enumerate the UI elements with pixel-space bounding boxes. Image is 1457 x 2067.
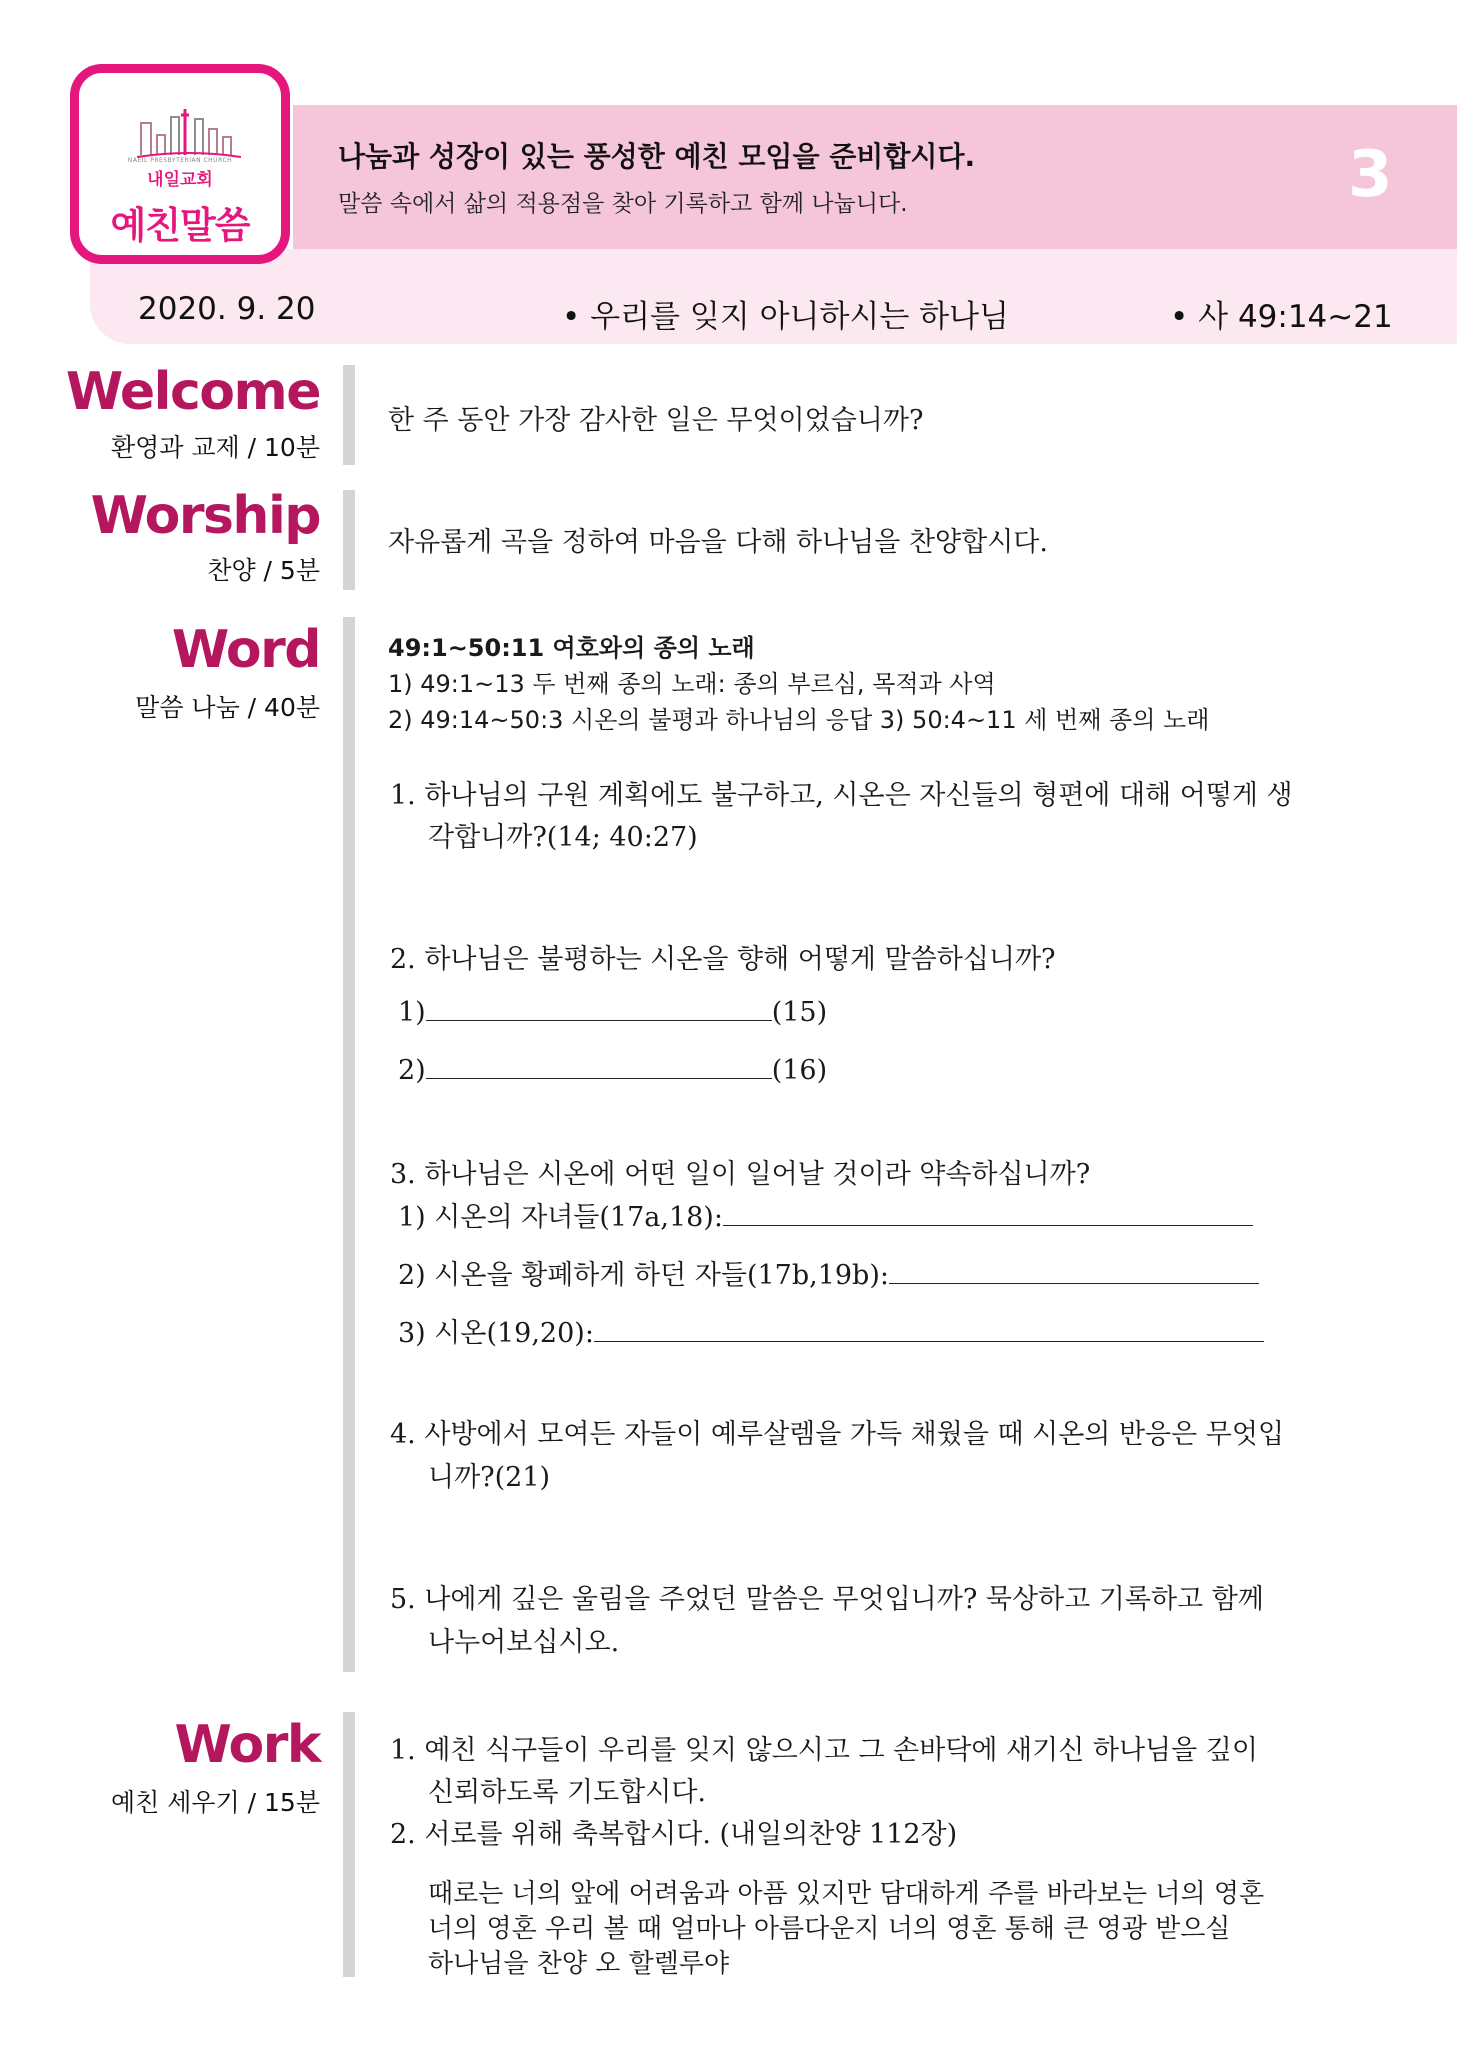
- question-3-answer-1: [398, 1195, 1253, 1234]
- outline-title: 49:1~50:11 여호와의 종의 노래: [388, 634, 755, 662]
- question-5-line-1: 5. 나에게 깊은 울림을 주었던 말씀은 무엇입니까? 묵상하고 기록하고 함께: [390, 1584, 1264, 1615]
- lyrics-line-3: 하나님을 찬양 오 할렐루야: [428, 1949, 730, 1979]
- question-5-line-2: 나누어보십시오.: [428, 1627, 620, 1658]
- work-title: Work: [174, 1715, 320, 1775]
- topic: • 우리를 잊지 아니하시는 하나님: [562, 299, 1009, 335]
- answer-line-1[interactable]: [426, 998, 772, 1021]
- question-1-line-2: 각합니까?(14; 40:27): [428, 822, 698, 853]
- answer-1-ref: (15): [771, 997, 828, 1028]
- lyrics-line-1: 때로는 너의 앞에 어려움과 아픔 있지만 담대하게 주를 바라보는 너의 영혼: [428, 1879, 1265, 1909]
- answer-2-ref: (16): [771, 1055, 828, 1086]
- church-skyline-icon: [137, 99, 241, 161]
- question-2-answer-1: [398, 997, 827, 1028]
- work-item-1-line-1: 1. 예친 식구들이 우리를 잊지 않으시고 그 손바닥에 새기신 하나님을 깊이: [390, 1735, 1258, 1766]
- question-4-line-2: 니까?(21): [428, 1462, 551, 1493]
- answer-3c-label: 3) 시온(19,20):: [398, 1318, 594, 1349]
- welcome-bar: [343, 365, 355, 465]
- answer-3a-label: 1) 시온의 자녀들(17a,18):: [398, 1202, 723, 1233]
- worship-bar: [343, 490, 355, 590]
- answer-line-3c[interactable]: [594, 1319, 1264, 1342]
- page-number: 3: [1348, 138, 1393, 212]
- question-3-answer-3: [398, 1311, 1264, 1350]
- work-item-1-line-2: 신뢰하도록 기도합시다.: [428, 1777, 706, 1808]
- worship-text: 자유롭게 곡을 정하여 마음을 다해 하나님을 찬양합시다.: [388, 527, 1048, 558]
- outline-item-2: 2) 49:14~50:3 시온의 불평과 하나님의 응답 3) 50:4~11 세 번째 종의 노래: [388, 706, 1210, 734]
- welcome-subtitle: 환영과 교제 / 10분: [111, 433, 320, 462]
- lyrics-line-2: 너의 영혼 우리 볼 때 얼마나 아름다운지 너의 영혼 통해 큰 영광 받으실: [428, 1914, 1231, 1944]
- logo-tagline: NAEIL PRESBYTERIAN CHURCH: [127, 157, 233, 164]
- answer-3b-label: 2) 시온을 황폐하게 하던 자들(17b,19b):: [398, 1260, 889, 1291]
- question-2-answer-2: [398, 1055, 827, 1086]
- welcome-text: 한 주 동안 가장 감사한 일은 무엇이었습니까?: [388, 405, 924, 436]
- welcome-title: Welcome: [65, 362, 320, 422]
- logo: [70, 64, 290, 264]
- question-1-line-1: 1. 하나님의 구원 계획에도 불구하고, 시온은 자신들의 형편에 대해 어떻게 생: [390, 780, 1293, 811]
- date: 2020. 9. 20: [138, 291, 316, 327]
- header-subtitle: 말씀 속에서 삶의 적용점을 찾아 기록하고 함께 나눕니다.: [338, 191, 908, 217]
- question-3-answer-2: [398, 1253, 1259, 1292]
- answer-line-2[interactable]: [426, 1056, 772, 1079]
- word-subtitle: 말씀 나눔 / 40분: [135, 693, 320, 722]
- word-bar: [343, 617, 355, 1672]
- work-subtitle: 예친 세우기 / 15분: [111, 1788, 320, 1817]
- worship-subtitle: 찬양 / 5분: [207, 556, 320, 585]
- work-item-2: 2. 서로를 위해 축복합시다. (내일의찬양 112장): [390, 1819, 958, 1850]
- worship-title: Worship: [90, 486, 320, 546]
- logo-title: 예친말씀: [110, 204, 250, 247]
- answer-2-prefix: 2): [398, 1055, 426, 1086]
- question-4-line-1: 4. 사방에서 모여든 자들이 예루살렘을 가득 채웠을 때 시온의 반응은 무엇입: [390, 1419, 1285, 1450]
- work-bar: [343, 1712, 355, 1977]
- question-3: 3. 하나님은 시온에 어떤 일이 일어날 것이라 약속하십니까?: [390, 1159, 1091, 1190]
- header-band: [293, 105, 1457, 249]
- question-2: 2. 하나님은 불평하는 시온을 향해 어떻게 말씀하십니까?: [390, 944, 1056, 975]
- outline-item-1: 1) 49:1~13 두 번째 종의 노래: 종의 부르심, 목적과 사역: [388, 670, 996, 698]
- answer-line-3b[interactable]: [889, 1261, 1259, 1284]
- answer-1-prefix: 1): [398, 997, 426, 1028]
- logo-church-name: 내일교회: [147, 170, 213, 190]
- passage: • 사 49:14~21: [1170, 299, 1393, 335]
- header-title: 나눔과 성장이 있는 풍성한 예친 모임을 준비합시다.: [338, 140, 976, 173]
- word-title: Word: [171, 620, 320, 680]
- answer-line-3a[interactable]: [723, 1203, 1253, 1226]
